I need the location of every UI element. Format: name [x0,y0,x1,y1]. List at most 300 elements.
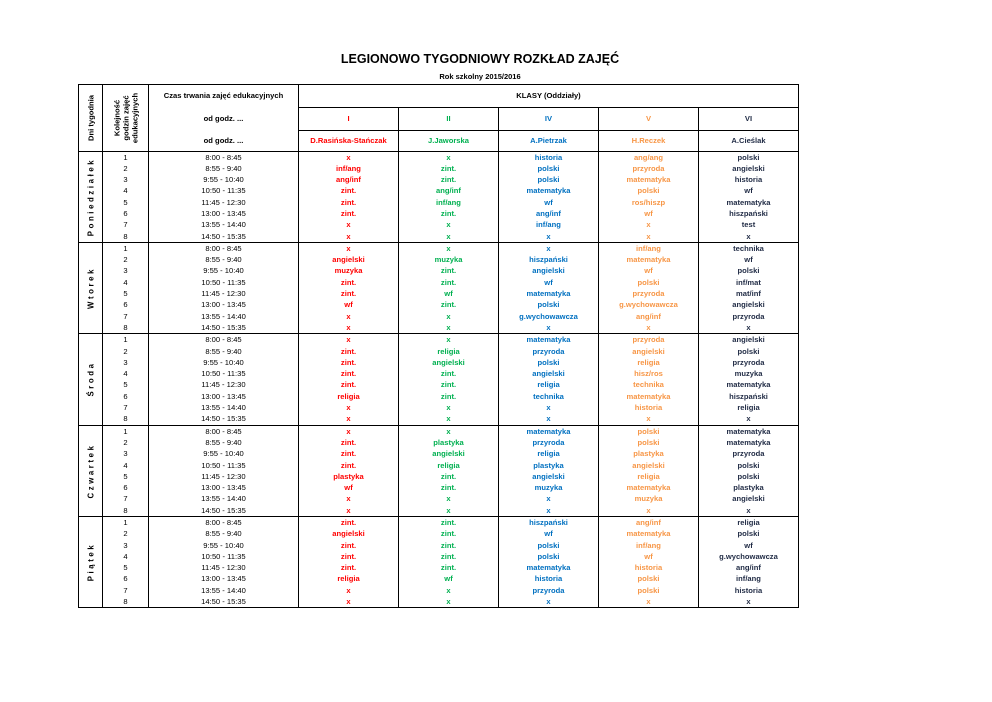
lesson-cell: x [299,334,399,346]
lesson-cell: zint. [399,208,499,219]
lesson-cell: angielski [699,493,799,504]
lesson-cell: wf [399,573,499,584]
table-row [79,163,799,174]
lesson-cell: wf [299,482,399,493]
lesson-cell: zint. [299,277,399,288]
lesson-cell: zint. [299,437,399,448]
lesson-cell: x [699,322,799,334]
lesson-cell: matematyka [699,379,799,390]
lesson-cell: religia [599,357,699,368]
lesson-cell: x [399,413,499,425]
lesson-cell: zint. [299,460,399,471]
lesson-cell: wf [699,540,799,551]
lesson-cell: matematyka [499,562,599,573]
lesson-cell: angielski [499,265,599,276]
lesson-cell: x [299,402,399,413]
lesson-cell: x [599,596,699,608]
class-name-II: II [399,108,499,131]
lesson-number: 3 [103,448,149,459]
lesson-cell: zint. [399,391,499,402]
lesson-cell: religia [299,391,399,402]
lesson-cell: ang/inf [599,311,699,322]
lesson-cell: przyroda [499,437,599,448]
page-title: LEGIONOWO TYGODNIOWY ROZKŁAD ZAJĘĆ [340,52,620,66]
lesson-cell: angielski [699,334,799,346]
lesson-number: 4 [103,277,149,288]
lesson-cell: x [399,242,499,254]
lesson-cell: x [599,231,699,243]
lesson-number: 8 [103,505,149,517]
lesson-time: 8:00 - 8:45 [149,517,299,529]
lesson-time: 11:45 - 12:30 [149,288,299,299]
lesson-cell: zint. [299,357,399,368]
lesson-number: 4 [103,551,149,562]
lesson-time: 13:55 - 14:40 [149,311,299,322]
lesson-cell: przyroda [699,357,799,368]
class-name-I: I [299,108,399,131]
lesson-cell: muzyka [299,265,399,276]
lesson-cell: x [399,425,499,437]
schedule-table [78,84,799,608]
lesson-time: 8:55 - 9:40 [149,437,299,448]
lesson-cell: historia [699,174,799,185]
table-row [79,551,799,562]
school-year: Rok szkolny 2015/2016 [439,72,521,81]
lesson-cell: ros/hiszp [599,197,699,208]
lesson-time: 13:00 - 13:45 [149,482,299,493]
lesson-cell: zint. [299,346,399,357]
lesson-time: 13:55 - 14:40 [149,585,299,596]
lesson-cell: x [399,596,499,608]
lesson-cell: matematyka [499,185,599,196]
table-row [79,493,799,504]
lesson-cell: x [299,311,399,322]
table-row [79,413,799,425]
lesson-cell: zint. [299,379,399,390]
table-row [79,585,799,596]
lesson-cell: polski [499,174,599,185]
lesson-cell: polski [699,460,799,471]
lesson-number: 5 [103,197,149,208]
lesson-cell: inf/ang [599,540,699,551]
lesson-cell: plastyka [699,482,799,493]
day-cell [79,151,103,242]
lesson-cell: polski [699,265,799,276]
lesson-cell: x [399,231,499,243]
lesson-number: 7 [103,402,149,413]
teacher-V: H.Reczek [599,131,699,152]
class-name-IV: IV [499,108,599,131]
lesson-number: 6 [103,573,149,584]
days-header-label: Dni tygodnia [85,94,95,141]
lesson-number: 1 [103,334,149,346]
lesson-cell: matematyka [599,528,699,539]
lesson-cell: x [599,219,699,230]
table-row [79,505,799,517]
table-row [79,219,799,230]
class-name-VI: VI [699,108,799,131]
lesson-time: 11:45 - 12:30 [149,197,299,208]
lesson-time: 10:50 - 11:35 [149,368,299,379]
lesson-number: 2 [103,437,149,448]
teacher-IV: A.Pietrzak [499,131,599,152]
lesson-cell: angielski [699,163,799,174]
lesson-cell: x [599,413,699,425]
lesson-cell: ang/inf [299,174,399,185]
lesson-cell: hiszpański [499,517,599,529]
lesson-cell: angielski [499,471,599,482]
lesson-cell: religia [699,402,799,413]
table-row [79,368,799,379]
lesson-cell: matematyka [699,197,799,208]
lesson-cell: zint. [399,528,499,539]
table-row [79,540,799,551]
lesson-cell: zint. [299,562,399,573]
lesson-number: 5 [103,379,149,390]
lesson-cell: x [399,402,499,413]
lesson-cell: plastyka [499,460,599,471]
lesson-cell: x [699,505,799,517]
lesson-cell: zint. [399,379,499,390]
table-row [79,391,799,402]
table-row [79,379,799,390]
lesson-cell: x [499,413,599,425]
lesson-cell: ang/inf [599,517,699,529]
table-row [79,528,799,539]
from-hour-header-2: od godz. ... [149,131,299,152]
lesson-time: 8:55 - 9:40 [149,254,299,265]
lesson-time: 9:55 - 10:40 [149,174,299,185]
lesson-cell: x [499,322,599,334]
lesson-cell: technika [699,242,799,254]
lesson-time: 13:55 - 14:40 [149,402,299,413]
lesson-cell: zint. [399,163,499,174]
lesson-time: 10:50 - 11:35 [149,277,299,288]
day-cell [79,334,103,425]
lesson-cell: hiszpański [499,254,599,265]
table-row [79,288,799,299]
lesson-cell: muzyka [599,493,699,504]
lesson-cell: x [399,322,499,334]
lesson-cell: plastyka [299,471,399,482]
teacher-II: J.Jaworska [399,131,499,152]
class-name-V: V [599,108,699,131]
lesson-cell: religia [399,346,499,357]
lesson-cell: przyroda [599,163,699,174]
table-row [79,596,799,608]
lesson-number: 3 [103,540,149,551]
lesson-cell: polski [599,185,699,196]
table-row [79,437,799,448]
lesson-cell: historia [599,562,699,573]
lesson-cell: matematyka [699,437,799,448]
lesson-time: 8:00 - 8:45 [149,242,299,254]
table-row [79,471,799,482]
lesson-cell: zint. [299,197,399,208]
lesson-number: 6 [103,482,149,493]
lesson-number: 3 [103,174,149,185]
lesson-time: 8:55 - 9:40 [149,528,299,539]
lesson-cell: wf [599,551,699,562]
table-row [79,357,799,368]
lesson-number: 1 [103,425,149,437]
lesson-cell: zint. [399,174,499,185]
lesson-cell: polski [599,585,699,596]
table-row [79,482,799,493]
lesson-time: 8:55 - 9:40 [149,163,299,174]
lesson-cell: angielski [599,346,699,357]
lesson-cell: wf [699,254,799,265]
table-row [79,254,799,265]
lesson-time: 14:50 - 15:35 [149,596,299,608]
lesson-cell: wf [299,299,399,310]
table-row [79,562,799,573]
lesson-time: 11:45 - 12:30 [149,562,299,573]
lesson-cell: zint. [299,551,399,562]
lesson-number: 3 [103,265,149,276]
lesson-number: 7 [103,493,149,504]
lesson-cell: x [299,151,399,163]
lesson-cell: x [499,402,599,413]
lesson-time: 13:55 - 14:40 [149,493,299,504]
lesson-cell: muzyka [499,482,599,493]
lesson-order-header [103,85,149,152]
lesson-cell: zint. [399,540,499,551]
lesson-cell: inf/ang [399,197,499,208]
lesson-cell: ang/inf [699,562,799,573]
lesson-number: 6 [103,391,149,402]
table-row [79,197,799,208]
lesson-cell: zint. [399,299,499,310]
day-name: Piątek [85,542,95,582]
lesson-cell: zint. [399,482,499,493]
table-row [79,231,799,243]
table-row [79,277,799,288]
lesson-number: 8 [103,231,149,243]
lesson-cell: angielski [599,460,699,471]
lesson-time: 14:50 - 15:35 [149,231,299,243]
lesson-cell: x [299,425,399,437]
lesson-cell: g.wychowawcza [499,311,599,322]
lesson-time: 14:50 - 15:35 [149,322,299,334]
lesson-cell: wf [699,185,799,196]
lesson-cell: zint. [299,288,399,299]
lesson-cell: zint. [399,368,499,379]
lesson-cell: polski [499,163,599,174]
lesson-cell: x [299,231,399,243]
lesson-number: 3 [103,357,149,368]
lesson-cell: x [399,334,499,346]
lesson-cell: angielski [299,528,399,539]
lesson-cell: religia [499,379,599,390]
lesson-number: 2 [103,528,149,539]
table-row [79,448,799,459]
lesson-cell: historia [499,151,599,163]
lesson-cell: g.wychowawcza [699,551,799,562]
lesson-number: 4 [103,368,149,379]
lesson-cell: zint. [399,517,499,529]
table-row [79,151,799,163]
lesson-time: 8:00 - 8:45 [149,151,299,163]
lesson-cell: x [499,596,599,608]
lesson-cell: zint. [399,265,499,276]
lesson-cell: przyroda [499,346,599,357]
lesson-cell: matematyka [699,425,799,437]
table-row [79,402,799,413]
duration-header: Czas trwania zajęć edukacyjnych [149,85,299,108]
lesson-cell: angielski [399,448,499,459]
lesson-cell: hisz/ros [599,368,699,379]
lesson-number: 6 [103,299,149,310]
lesson-cell: inf/mat [699,277,799,288]
lesson-cell: zint. [399,471,499,482]
lesson-cell: angielski [699,299,799,310]
lesson-time: 14:50 - 15:35 [149,505,299,517]
lesson-cell: muzyka [699,368,799,379]
lesson-cell: matematyka [499,288,599,299]
lesson-cell: wf [499,197,599,208]
lesson-cell: x [299,493,399,504]
lesson-cell: x [399,311,499,322]
day-name: Czwartek [85,443,95,499]
lesson-cell: x [299,242,399,254]
lesson-number: 5 [103,288,149,299]
lesson-cell: zint. [399,562,499,573]
day-name: Wtorek [85,267,95,310]
lesson-cell: inf/ang [599,242,699,254]
lesson-cell: wf [499,528,599,539]
lesson-number: 7 [103,311,149,322]
lesson-time: 8:00 - 8:45 [149,425,299,437]
table-row [79,174,799,185]
lesson-cell: matematyka [599,391,699,402]
lesson-order-header-label: Kolejność godzin zajęć edukacyjnych [112,92,139,143]
lesson-cell: zint. [299,448,399,459]
lesson-time: 9:55 - 10:40 [149,448,299,459]
lesson-cell: x [299,219,399,230]
lesson-number: 8 [103,413,149,425]
table-row [79,322,799,334]
lesson-cell: polski [599,573,699,584]
table-row [79,460,799,471]
lesson-cell: religia [399,460,499,471]
lesson-cell: muzyka [399,254,499,265]
lesson-cell: x [699,413,799,425]
lesson-cell: x [599,322,699,334]
lesson-time: 10:50 - 11:35 [149,460,299,471]
lesson-number: 5 [103,562,149,573]
table-row [79,573,799,584]
lesson-time: 9:55 - 10:40 [149,540,299,551]
lesson-cell: zint. [299,517,399,529]
lesson-cell: matematyka [599,482,699,493]
lesson-cell: technika [599,379,699,390]
lesson-cell: przyroda [499,585,599,596]
table-row [79,311,799,322]
lesson-number: 2 [103,346,149,357]
lesson-number: 8 [103,322,149,334]
lesson-number: 7 [103,219,149,230]
lesson-cell: hiszpański [699,391,799,402]
lesson-cell: test [699,219,799,230]
lesson-time: 11:45 - 12:30 [149,471,299,482]
lesson-cell: mat/inf [699,288,799,299]
lesson-cell: historia [499,573,599,584]
lesson-cell: x [299,413,399,425]
table-row [79,517,799,529]
lesson-time: 8:55 - 9:40 [149,346,299,357]
lesson-cell: x [499,242,599,254]
lesson-cell: plastyka [399,437,499,448]
lesson-cell: x [499,505,599,517]
lesson-cell: x [499,493,599,504]
lesson-cell: zint. [299,540,399,551]
lesson-time: 13:00 - 13:45 [149,573,299,584]
lesson-number: 8 [103,596,149,608]
teacher-I: D.Rasińska-Stańczak [299,131,399,152]
lesson-cell: x [699,231,799,243]
lesson-cell: przyroda [699,448,799,459]
lesson-cell: zint. [299,185,399,196]
lesson-cell: polski [699,346,799,357]
lesson-cell: religia [599,471,699,482]
lesson-cell: x [399,151,499,163]
lesson-cell: wf [599,265,699,276]
lesson-cell: zint. [399,277,499,288]
lesson-cell: inf/ang [699,573,799,584]
lesson-cell: matematyka [499,425,599,437]
lesson-cell: x [299,505,399,517]
lesson-time: 13:00 - 13:45 [149,299,299,310]
lesson-cell: polski [499,299,599,310]
lesson-cell: ang/inf [399,185,499,196]
lesson-number: 1 [103,517,149,529]
lesson-cell: zint. [399,551,499,562]
lesson-cell: wf [499,277,599,288]
lesson-cell: polski [599,425,699,437]
day-name: Poniedziałek [85,157,95,236]
lesson-time: 9:55 - 10:40 [149,357,299,368]
lesson-cell: przyroda [699,311,799,322]
lesson-cell: x [699,596,799,608]
lesson-cell: przyroda [599,288,699,299]
lesson-time: 9:55 - 10:40 [149,265,299,276]
lesson-cell: angielski [499,368,599,379]
lesson-cell: x [399,493,499,504]
lesson-cell: x [499,231,599,243]
lesson-cell: polski [599,277,699,288]
lesson-cell: polski [599,437,699,448]
lesson-cell: zint. [299,368,399,379]
table-row [79,208,799,219]
lesson-cell: inf/ang [299,163,399,174]
lesson-cell: religia [699,517,799,529]
lesson-number: 1 [103,242,149,254]
lesson-cell: religia [499,448,599,459]
lesson-cell: zint. [299,208,399,219]
lesson-cell: inf/ang [499,219,599,230]
lesson-cell: polski [499,551,599,562]
lesson-cell: angielski [399,357,499,368]
lesson-time: 10:50 - 11:35 [149,551,299,562]
classes-header: KLASY (Oddziały) [299,85,799,108]
lesson-time: 13:00 - 13:45 [149,391,299,402]
from-hour-header-1: od godz. ... [149,108,299,131]
table-row [79,425,799,437]
lesson-number: 4 [103,460,149,471]
lesson-time: 14:50 - 15:35 [149,413,299,425]
days-header [79,85,103,152]
